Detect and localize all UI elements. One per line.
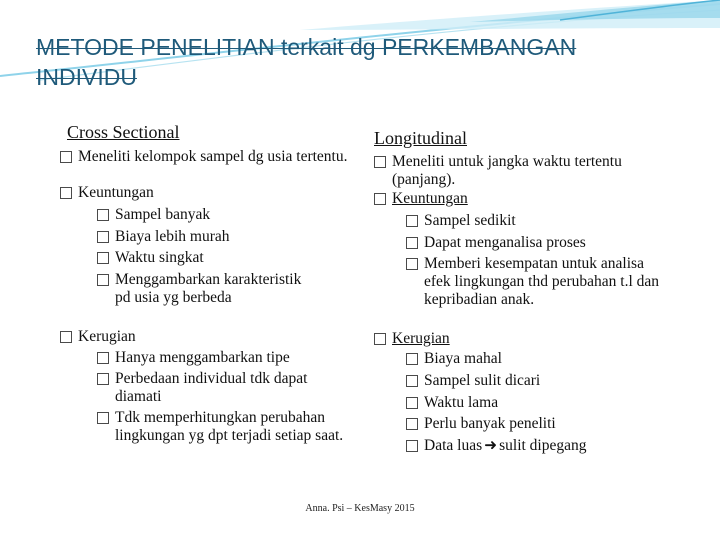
list-item-text: Waktu singkat: [115, 249, 204, 266]
list-item: [406, 350, 502, 368]
list-item-text: Menggambarkan karakteristik pd usia yg berbeda: [115, 271, 302, 306]
list-item-text: Waktu lama: [424, 394, 499, 411]
list-item: [406, 394, 498, 412]
list-item: [406, 234, 586, 252]
bullet-box-icon: [374, 193, 386, 205]
bullet-box-icon: [406, 258, 418, 270]
cross-sectional-heading: Cross Sectional: [67, 122, 180, 142]
bullet-box-icon: [406, 353, 418, 365]
longitudinal-heading: Longitudinal: [374, 128, 467, 148]
bullet-box-icon: [406, 237, 418, 249]
list-item: [97, 370, 322, 406]
list-item: [406, 437, 587, 455]
list-item: [374, 153, 639, 189]
list-item-text: Sampel sedikit: [424, 212, 516, 229]
list-item-text: Keuntungan: [78, 184, 154, 201]
list-item: [97, 349, 367, 367]
bullet-box-icon: [406, 440, 418, 452]
bullet-box-icon: [97, 252, 109, 264]
list-item-text: Kerugian: [392, 330, 450, 347]
list-item-text: Meneliti kelompok sampel dg usia tertentu.: [78, 148, 348, 165]
bullet-box-icon: [97, 274, 109, 286]
list-item: [97, 206, 210, 224]
list-item-text: Sampel sulit dicari: [424, 372, 541, 389]
list-item-text: Memberi kesempatan untuk analisa efek lingkungan thd perubahan t.l dan kepribadian anak.: [424, 255, 660, 308]
list-item-text-right: sulit dipegang: [499, 437, 587, 454]
list-item-text: Dapat menganalisa proses: [424, 234, 586, 251]
slide-title: METODE PENELITIAN terkait dg PERKEMBANGAN INDIVIDU: [36, 34, 577, 90]
bullet-box-icon: [97, 209, 109, 221]
list-item-text: Biaya lebih murah: [115, 228, 230, 245]
list-item-text: Keuntungan: [392, 190, 468, 207]
list-item: [406, 255, 668, 309]
footer-credit: Anna. Psi – KesMasy 2015: [305, 503, 415, 514]
list-item: [97, 409, 362, 445]
list-item-text-left: Data luas: [424, 437, 483, 454]
bullet-box-icon: [97, 373, 109, 385]
list-item: [374, 190, 468, 208]
list-item: [406, 372, 540, 390]
bullet-box-icon: [97, 412, 109, 424]
bullet-box-icon: [60, 331, 72, 343]
list-item-text: Kerugian: [78, 328, 136, 345]
list-item: [60, 328, 136, 346]
list-item: [60, 148, 350, 166]
bullet-box-icon: [97, 231, 109, 243]
list-item: [97, 271, 307, 307]
list-item-text: Perlu banyak peneliti: [424, 415, 556, 432]
list-item: [406, 212, 516, 230]
list-item-text: Sampel banyak: [115, 206, 211, 223]
list-item: [97, 249, 204, 267]
bullet-box-icon: [60, 151, 72, 163]
list-item: [406, 415, 556, 433]
bullet-box-icon: [374, 333, 386, 345]
bullet-box-icon: [406, 397, 418, 409]
bullet-box-icon: [97, 352, 109, 364]
list-item: [60, 184, 154, 202]
list-item: [97, 228, 230, 246]
list-item: [374, 330, 450, 348]
list-item-text: Perbedaan individual tdk dapat diamati: [115, 370, 308, 405]
list-item-text: Tdk memperhitungkan perubahan lingkungan yg dpt terjadi setiap saat.: [115, 409, 344, 444]
list-item-text: Meneliti untuk jangka waktu tertentu (panjang).: [392, 153, 622, 188]
bullet-box-icon: [60, 187, 72, 199]
list-item-text: Biaya mahal: [424, 350, 502, 367]
bullet-box-icon: [406, 418, 418, 430]
list-item-text: Hanya menggambarkan tipe: [115, 349, 290, 366]
bullet-box-icon: [406, 375, 418, 387]
bullet-box-icon: [406, 215, 418, 227]
arrow-right-icon: ➜: [484, 437, 498, 454]
bullet-box-icon: [374, 156, 386, 168]
